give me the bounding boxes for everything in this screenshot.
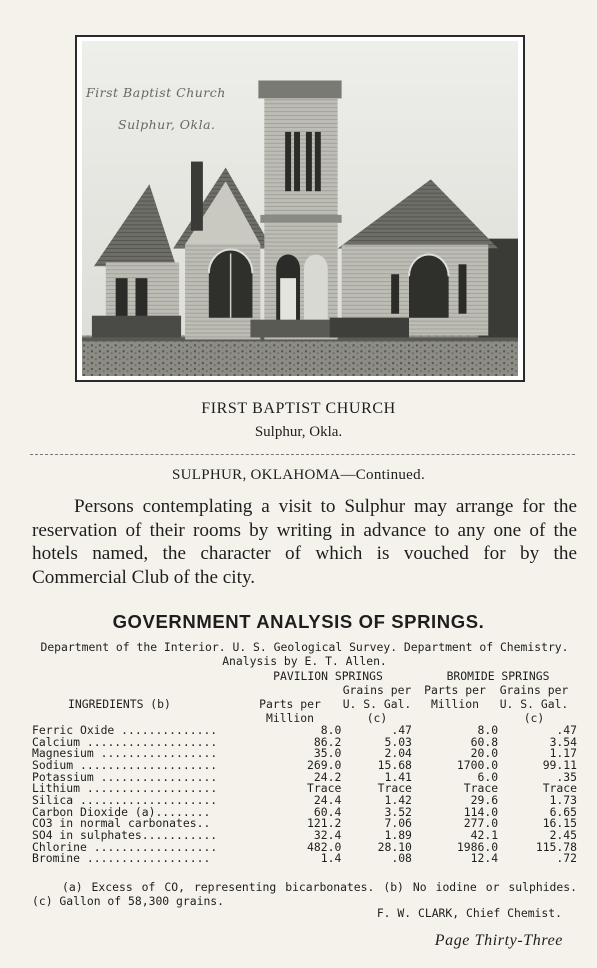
section-divider	[30, 454, 575, 455]
grains-pavilion-cell: 15.68	[377, 757, 412, 772]
section-heading: SULPHUR, OKLAHOMA—Continued.	[172, 467, 425, 483]
ingredient-name: Potassium	[32, 771, 94, 784]
table-row	[32, 853, 577, 865]
col-header-parts-bromide: Parts per Million	[424, 683, 486, 711]
parts-bromide-cell: Trace	[463, 781, 499, 796]
parts-pavilion-cell: 8.0	[320, 723, 342, 737]
dot-leader: ....................	[73, 794, 218, 807]
grains-pavilion-cell: 1.41	[384, 769, 412, 784]
dot-leader: ........	[155, 806, 211, 819]
grains-pavilion-cell: .08	[391, 851, 412, 866]
parts-pavilion-cell: 1.4	[320, 851, 342, 866]
photo-handwriting-line-2: Sulphur, Okla.	[118, 117, 216, 132]
parts-bromide-cell: 8.0	[477, 723, 499, 737]
dot-leader: ..................	[80, 853, 211, 865]
grains-pavilion-cell: 5.03	[384, 734, 412, 749]
parts-bromide-cell: 1986.0	[456, 839, 499, 854]
chemist-signature: F. W. CLARK, Chief Chemist.	[376, 906, 562, 920]
ingredient-cell	[32, 737, 262, 749]
ingredient-cell	[32, 807, 262, 819]
church-photo-frame	[75, 35, 525, 382]
dot-leader: .................	[93, 771, 218, 784]
grains-bromide-cell: 3.54	[549, 734, 577, 749]
dot-leader: ....................	[73, 759, 218, 772]
grains-bromide-cell: .72	[556, 851, 577, 866]
parts-pavilion-cell: 32.4	[313, 827, 342, 842]
grains-pavilion-cell: .47	[391, 723, 412, 737]
grains-bromide-cell: 1.17	[549, 746, 577, 761]
ingredient-name: Sodium	[32, 759, 74, 772]
dot-leader: ...................	[80, 783, 218, 795]
ingredient-cell	[32, 783, 262, 795]
parts-bromide-cell: 42.1	[470, 827, 499, 842]
ingredient-name: Silica	[32, 794, 74, 807]
department-line: Department of the Interior. U. S. Geological Survey. Department of Chemistry. Analysis by E. T. Allen.	[40, 640, 569, 668]
pavilion-springs-header: PAVILION SPRINGS	[273, 669, 383, 683]
ingredient-cell	[32, 760, 262, 772]
parts-pavilion-cell: 121.2	[307, 816, 342, 831]
dot-leader: ..............	[114, 725, 218, 737]
ingredient-name: CO3 in normal carbonates	[32, 818, 197, 830]
dot-leader: ...........	[141, 829, 218, 842]
ingredient-cell	[32, 842, 262, 854]
grains-bromide-cell: 2.45	[549, 827, 577, 842]
grains-pavilion-cell: 7.06	[384, 816, 412, 831]
grains-pavilion-cell: Trace	[377, 781, 412, 796]
ingredient-cell	[32, 772, 262, 784]
parts-pavilion-cell: 482.0	[307, 839, 342, 854]
dot-leader: .................	[93, 748, 218, 760]
dot-leader: ..................	[86, 841, 218, 854]
grains-bromide-cell: Trace	[542, 781, 577, 796]
grains-pavilion-cell: 1.42	[384, 792, 412, 807]
ingredient-name: Chlorine	[32, 841, 87, 854]
grains-bromide-cell: 1.73	[549, 792, 577, 807]
bromide-springs-header: BROMIDE SPRINGS	[446, 669, 550, 683]
page-number: Page Thirty-Three	[434, 932, 563, 949]
parts-bromide-cell: 1700.0	[456, 757, 499, 772]
photo-caption-title: FIRST BAPTIST CHURCH	[201, 400, 396, 417]
parts-pavilion-cell: 24.4	[313, 792, 342, 807]
parts-bromide-cell: 6.0	[477, 769, 499, 784]
ingredient-cell	[32, 725, 262, 737]
parts-pavilion-cell: 60.4	[313, 804, 342, 819]
parts-bromide-cell: 29.6	[470, 792, 499, 807]
dot-leader: ...................	[80, 736, 218, 749]
analysis-title: GOVERNMENT ANALYSIS OF SPRINGS.	[112, 611, 485, 632]
ingredient-name: Lithium	[32, 783, 81, 795]
ingredient-name: Calcium	[32, 736, 81, 749]
parts-pavilion-cell: Trace	[307, 781, 342, 796]
parts-pavilion-cell: 35.0	[313, 746, 342, 761]
ingredient-name: Carbon Dioxide (a)	[32, 806, 156, 819]
grains-pavilion-cell: 2.04	[384, 746, 412, 761]
grains-bromide-cell: 115.78	[535, 839, 577, 854]
grains-bromide-cell: 99.11	[542, 757, 577, 772]
parts-bromide-cell: 114.0	[463, 804, 499, 819]
ingredient-cell	[32, 830, 262, 842]
ingredient-cell	[32, 795, 262, 807]
analysis-footnote: (a) Excess of CO, representing bicarbonates. (b) No iodine or sulphides. (c) Gallon of 58,300 grains.	[32, 880, 577, 908]
ingredient-name: Ferric Oxide	[32, 725, 115, 737]
grains-bromide-cell: .47	[556, 723, 577, 737]
photo-caption-subtitle: Sulphur, Okla.	[254, 424, 343, 440]
grains-pavilion-cell: 3.52	[384, 804, 412, 819]
ingredient-name: Bromine	[32, 853, 81, 865]
grains-bromide-cell: .35	[556, 769, 577, 784]
parts-bromide-cell: 20.0	[470, 746, 499, 761]
ingredient-name: Magnesium	[32, 748, 94, 760]
photo-handwriting-line-1: First Baptist Church	[86, 85, 226, 100]
ingredients-header: INGREDIENTS (b)	[68, 697, 171, 711]
ingredient-cell	[32, 748, 262, 760]
grains-bromide-cell: 6.65	[549, 804, 577, 819]
parts-bromide-cell: 60.8	[470, 734, 499, 749]
analysis-table	[32, 725, 577, 865]
col-header-grains-pavilion: Grains per U. S. Gal. (c)	[342, 683, 412, 725]
church-photo	[82, 41, 518, 376]
ingredient-cell	[32, 818, 262, 830]
parts-bromide-cell: 12.4	[470, 851, 499, 866]
grains-pavilion-cell: 28.10	[377, 839, 412, 854]
hotel-reservation-paragraph: Persons contemplating a visit to Sulphur may arrange for the reservation of their rooms by writing in advance to any one of the hotels named, the character of which is vouched for by the Commercial Club of the city.	[32, 496, 577, 588]
parts-pavilion-cell: 24.2	[313, 769, 342, 784]
ingredient-name: SO4 in sulphates	[32, 829, 142, 842]
col-header-parts-pavilion: Parts per Million	[259, 697, 321, 725]
grains-bromide-cell: 16.15	[542, 816, 577, 831]
dot-leader: ..	[196, 818, 211, 830]
parts-pavilion-cell: 269.0	[307, 757, 342, 772]
parts-bromide-cell: 277.0	[463, 816, 499, 831]
grains-pavilion-cell: 1.89	[384, 827, 412, 842]
col-header-grains-bromide: Grains per U. S. Gal. (c)	[499, 683, 569, 725]
ingredient-cell	[32, 853, 262, 865]
parts-pavilion-cell: 86.2	[313, 734, 342, 749]
